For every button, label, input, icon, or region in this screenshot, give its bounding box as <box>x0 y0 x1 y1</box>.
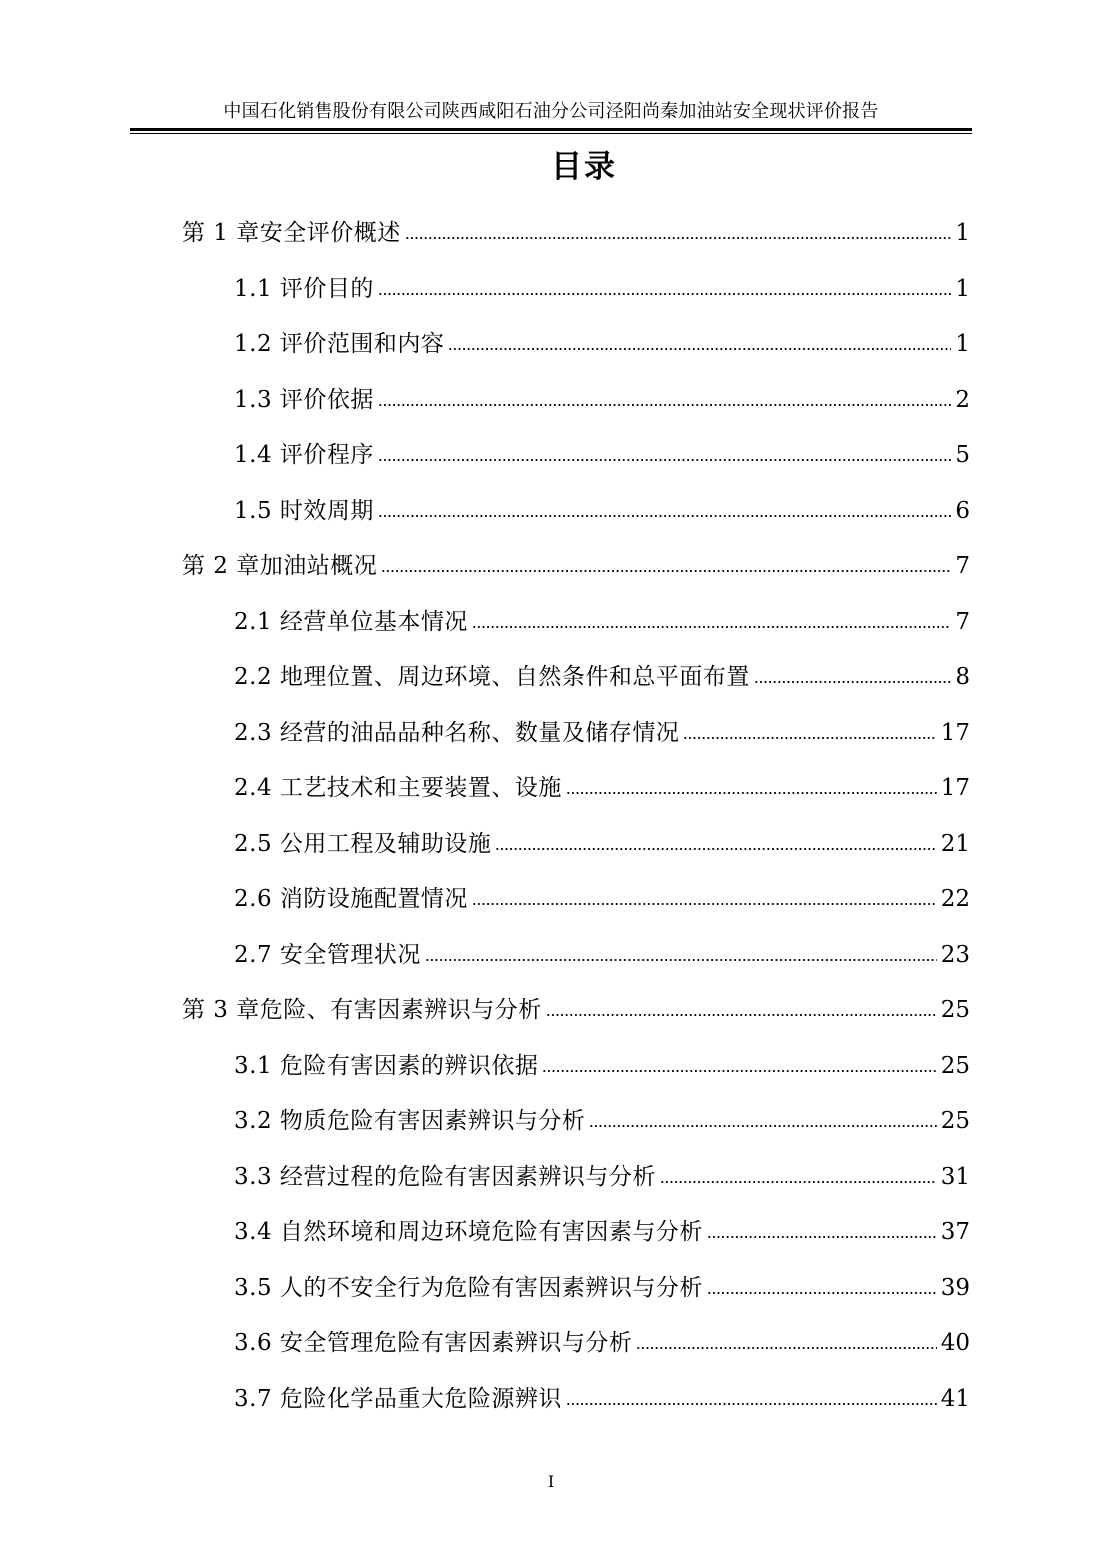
toc-section-entry[interactable] <box>234 319 970 359</box>
toc-section-entry[interactable] <box>234 1263 970 1303</box>
toc-section-entry[interactable] <box>234 375 970 415</box>
toc-entry-page-number: 7 <box>955 553 970 579</box>
toc-dot-leader <box>378 457 951 463</box>
toc-dot-leader <box>542 1068 936 1074</box>
toc-section-entry[interactable] <box>234 430 970 470</box>
toc-section-entry[interactable] <box>234 1152 970 1192</box>
toc-entry-label: 1.2 评价范围和内容 <box>234 331 445 357</box>
toc-entry-page-number: 1 <box>955 220 970 246</box>
toc-entry-page-number: 25 <box>940 997 970 1023</box>
toc-chapter-entry[interactable] <box>182 985 970 1025</box>
toc-dot-leader <box>448 346 951 352</box>
toc-chapter-entry[interactable] <box>182 541 970 581</box>
toc-entry-page-number: 25 <box>940 1052 970 1079</box>
toc-dot-leader <box>566 790 937 796</box>
toc-dot-leader <box>378 291 951 297</box>
toc-entry-page-number: 7 <box>955 608 970 635</box>
toc-section-entry[interactable] <box>234 930 970 970</box>
toc-entry-label: 2.3 经营的油品品种名称、数量及储存情况 <box>234 719 680 746</box>
toc-entry-label: 1.1 评价目的 <box>234 275 374 302</box>
toc-section-entry[interactable] <box>234 1041 970 1081</box>
toc-entry-page-number: 1 <box>955 275 970 302</box>
toc-entry-page-number: 21 <box>940 830 970 857</box>
toc-entry-page-number: 40 <box>940 1330 970 1356</box>
toc-dot-leader <box>472 624 951 630</box>
toc-entry-label: 1.5 时效周期 <box>234 497 374 524</box>
toc-entry-label: 2.2 地理位置、周边环境、自然条件和总平面布置 <box>234 664 750 690</box>
toc-entry-page-number: 22 <box>940 886 970 912</box>
toc-entry-label: 2.1 经营单位基本情况 <box>234 608 468 635</box>
toc-entry-page-number: 31 <box>940 1163 970 1190</box>
toc-section-entry[interactable] <box>234 1374 970 1414</box>
toc-entry-label: 1.3 评价依据 <box>234 386 374 413</box>
toc-entry-label: 第 2 章加油站概况 <box>182 553 378 579</box>
toc-dot-leader <box>683 735 936 741</box>
toc-entry-label: 2.6 消防设施配置情况 <box>234 886 468 912</box>
toc-dot-leader <box>378 513 951 519</box>
toc-entry-page-number: 41 <box>940 1385 970 1412</box>
toc-dot-leader <box>707 1290 937 1296</box>
toc-chapter-entry[interactable] <box>182 208 970 248</box>
toc-entry-page-number: 37 <box>940 1219 970 1245</box>
toc-dot-leader <box>660 1179 937 1185</box>
toc-entry-page-number: 2 <box>955 386 970 413</box>
toc-section-entry[interactable] <box>234 874 970 914</box>
toc-section-entry[interactable] <box>234 1207 970 1247</box>
toc-entry-label: 3.2 物质危险有害因素辨识与分析 <box>234 1108 586 1134</box>
toc-dot-leader <box>472 901 937 907</box>
toc-entry-page-number: 8 <box>955 664 970 690</box>
toc-dot-leader <box>495 846 936 852</box>
toc-dot-leader <box>546 1012 937 1018</box>
toc-entry-label: 3.3 经营过程的危险有害因素辨识与分析 <box>234 1163 656 1190</box>
toc-dot-leader <box>405 235 952 241</box>
toc-section-entry[interactable] <box>234 763 970 803</box>
toc-dot-leader <box>566 1401 937 1407</box>
toc-entry-label: 2.4 工艺技术和主要装置、设施 <box>234 775 562 801</box>
toc-entry-page-number: 5 <box>955 442 970 468</box>
toc-entry-page-number: 17 <box>940 775 970 801</box>
toc-section-entry[interactable] <box>234 1096 970 1136</box>
toc-entry-page-number: 17 <box>940 719 970 746</box>
toc-entry-label: 3.5 人的不安全行为危险有害因素辨识与分析 <box>234 1274 703 1301</box>
toc-section-entry[interactable] <box>234 708 970 748</box>
toc-entry-page-number: 1 <box>955 331 970 357</box>
toc-entry-label: 第 3 章危险、有害因素辨识与分析 <box>182 997 542 1023</box>
toc-dot-leader <box>754 679 951 685</box>
toc-entry-page-number: 39 <box>940 1274 970 1301</box>
toc-entry-label: 第 1 章安全评价概述 <box>182 220 401 246</box>
toc-entry-label: 3.6 安全管理危险有害因素辨识与分析 <box>234 1330 633 1356</box>
toc-section-entry[interactable] <box>234 819 970 859</box>
toc-entry-label: 3.7 危险化学品重大危险源辨识 <box>234 1385 562 1412</box>
toc-entry-label: 3.1 危险有害因素的辨识依据 <box>234 1052 539 1079</box>
toc-entry-label: 3.4 自然环境和周边环境危险有害因素与分析 <box>234 1219 703 1245</box>
toc-entry-label: 1.4 评价程序 <box>234 442 374 468</box>
toc-entry-page-number: 6 <box>955 497 970 524</box>
toc-dot-leader <box>378 402 951 408</box>
toc-entry-page-number: 25 <box>940 1108 970 1134</box>
running-header: 中国石化销售股份有限公司陕西咸阳石油分公司泾阳尚秦加油站安全现状评价报告 <box>223 101 879 122</box>
toc-entry-label: 2.7 安全管理状况 <box>234 941 421 968</box>
toc-entry-label: 2.5 公用工程及辅助设施 <box>234 830 492 857</box>
toc-entry-page-number: 23 <box>940 941 970 968</box>
toc-section-entry[interactable] <box>234 597 970 637</box>
toc-section-entry[interactable] <box>234 264 970 304</box>
toc-title: 目录 <box>551 149 617 185</box>
toc-dot-leader <box>381 568 951 574</box>
toc-section-entry[interactable] <box>234 486 970 526</box>
toc-section-entry[interactable] <box>234 1318 970 1358</box>
toc-section-entry[interactable] <box>234 652 970 692</box>
toc-dot-leader <box>636 1345 936 1351</box>
toc-dot-leader <box>707 1234 937 1240</box>
page-number: I <box>547 1472 555 1491</box>
toc-dot-leader <box>589 1123 936 1129</box>
toc-dot-leader <box>425 957 937 963</box>
